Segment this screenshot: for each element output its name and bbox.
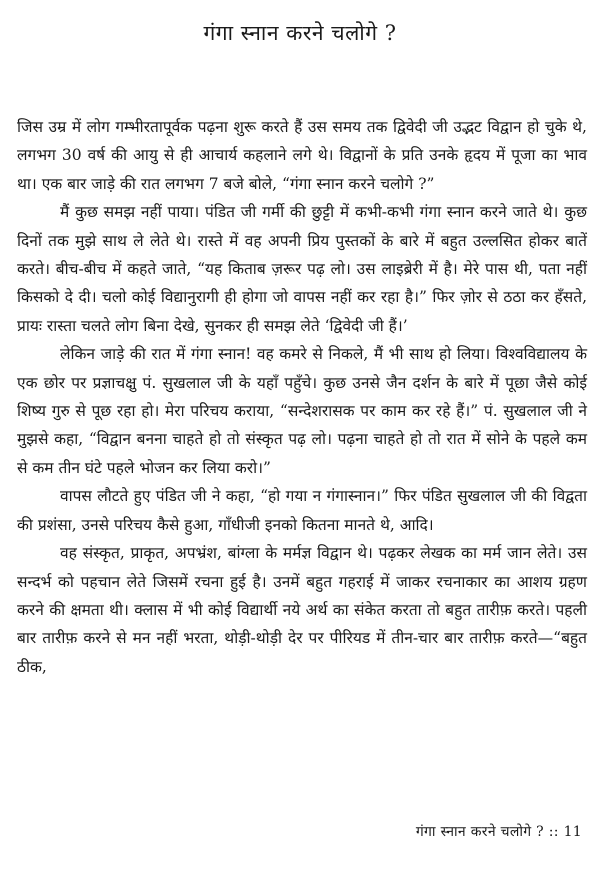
paragraph-5: वह संस्कृत, प्राकृत, अपभ्रंश, बांग्ला के मर्मज्ञ विद्वान थे। पढ़कर लेखक का मर्म जान लेते। उस सन्दर्भ को पहचान लेते जिसमें रचना हुई है। उनमें बहुत गहराई में जाकर रचनाकार का आशय ग्रहण करने की क्षमता थी। क्लास में भी कोई विद्यार्थी नये अर्थ का संकेत करता तो बहुत तारीफ़ करते। पहली बार तारीफ़ करने से मन नहीं भरता, थोड़ी-थोड़ी देर पर पीरियड में तीन-चार बार तारीफ़ करते—“बहुत ठीक, bbox=[17, 544, 587, 676]
chapter-title: गंगा स्नान करने चलोगे ? bbox=[203, 21, 397, 45]
running-title: गंगा स्नान करने चलोगे ? bbox=[415, 824, 544, 840]
paragraph-1: जिस उम्र में लोग गम्भीरतापूर्वक पढ़ना शुरू करते हैं उस समय तक द्विवेदी जी उद्भट विद्वान हो चुके थे, लगभग 30 वर्ष की आयु से ही आचार्य कहलाने लगे थे। विद्वानों के प्रति उनके हृदय में पूजा का भाव था। एक बार जाड़े की रात लगभग 7 बजे बोले, “गंगा स्नान करने चलोगे ?” bbox=[17, 118, 587, 193]
footer-separator: :: bbox=[548, 824, 559, 840]
page-number: 11 bbox=[563, 824, 582, 840]
paragraph-3: लेकिन जाड़े की रात में गंगा स्नान! वह कमरे से निकले, मैं भी साथ हो लिया। विश्वविद्यालय के एक छोर पर प्रज्ञाचक्षु पं. सुखलाल जी के यहाँ पहुँचे। कुछ उनसे जैन दर्शन के बारे में पूछा जैसे कोई शिष्य गुरु से पूछ रहा हो। मेरा परिचय कराया, “सन्देशरासक पर काम कर रहे हैं।” पं. सुखलाल जी ने मुझसे कहा, “विद्वान बनना चाहते हो तो संस्कृत पढ़ लो। पढ़ना चाहते हो तो रात में सोने के पहले कम से कम तीन घंटे पहले भोजन कर लिया करो।” bbox=[17, 345, 587, 477]
page-footer bbox=[416, 822, 582, 842]
paragraph-4: वापस लौटते हुए पंडित जी ने कहा, “हो गया न गंगास्नान।” फिर पंडित सुखलाल जी की विद्वता की प्रशंसा, उनसे परिचय कैसे हुआ, गाँधीजी इनको कितना मानते थे, आदि। bbox=[17, 487, 587, 534]
body-text bbox=[17, 113, 587, 681]
paragraph-2: मैं कुछ समझ नहीं पाया। पंडित जी गर्मी की छुट्टी में कभी-कभी गंगा स्नान करने जाते थे। कुछ दिनों तक मुझे साथ ले लेते थे। रास्ते में वह अपनी प्रिय पुस्तकों के बारे में बहुत उल्लसित होकर बातें करते। बीच-बीच में कहते जाते, “यह किताब ज़रूर पढ़ लो। उस लाइब्रेरी में है। मेरे पास थी, पता नहीं किसको दे दी। चलो कोई विद्यानुरागी ही होगा जो वापस नहीं कर रहा है।” फिर ज़ोर से ठठा कर हँसते, प्रायः रास्ता चलते लोग बिना देखे, सुनकर ही समझ लेते ‘द्विवेदी जी हैं।’ bbox=[17, 203, 587, 335]
